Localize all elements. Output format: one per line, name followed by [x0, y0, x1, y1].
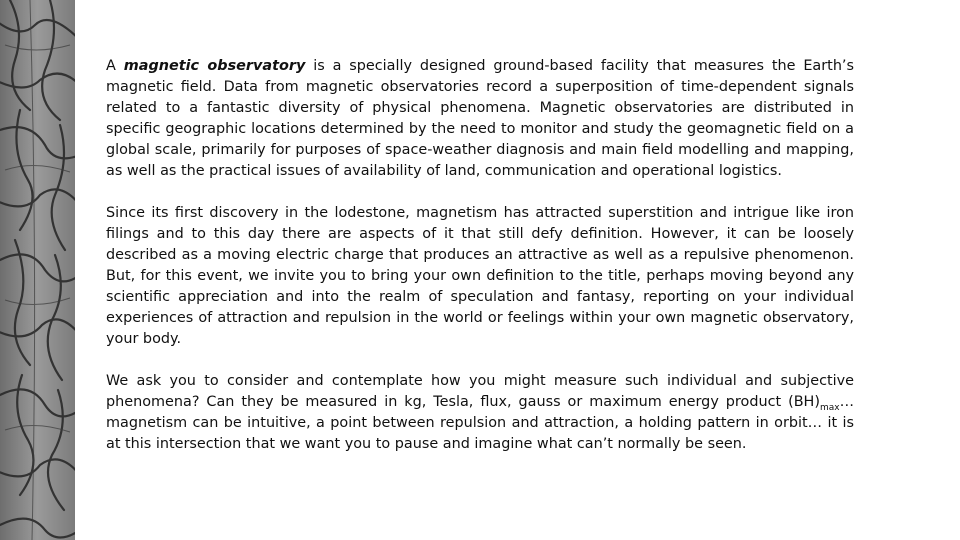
- paragraph-3-text-before: We ask you to consider and contemplate how you might measure such individual and subjective phenomena? Can they be measured in kg, Tesla, flux, gauss or maximum energy product (BH): [106, 373, 854, 410]
- paragraph-2: [106, 203, 854, 350]
- article-body: [106, 56, 854, 455]
- max-subscript: max: [820, 403, 840, 413]
- paragraph-3-text-after: … magnetism can be intuitive, a point between repulsion and attraction, a holding pattern in orbit… it is at this intersection that we want you to pause and imagine what can’t normally be seen.: [106, 394, 854, 452]
- paragraph-1: [106, 56, 854, 182]
- magnetic-observatory-term: magnetic observatory: [123, 58, 306, 74]
- paragraph-1-text: is a specially designed ground-based facility that measures the Earth’s magnetic field. Data from magnetic observatories record a superposition of time-dependent signals related to a fantastic diversity of physical phenomena. Magnetic observatories are distributed in specific geographic locations determined by the need to monitor and study the geomagnetic field on a global scale, primarily for purposes of space-weather diagnosis and main field modelling and mapping, as well as the practical issues of availability of land, communication and operational logistics.: [106, 58, 855, 179]
- paragraph-3: [106, 371, 854, 455]
- paragraph-1-lead: A: [106, 58, 116, 74]
- decorative-side-image: [0, 0, 75, 540]
- iron-filings-texture: [0, 0, 75, 540]
- paragraph-2-text: Since its first discovery in the lodestone, magnetism has attracted superstition and intrigue like iron filings and to this day there are aspects of it that still defy definition. However, it can be loosely described as a moving electric charge that produces an attractive as well as a repulsive phenomenon. But, for this event, we invite you to bring your own definition to the title, perhaps moving beyond any scientific appreciation and into the realm of speculation and fantasy, reporting on your individual experiences of attraction and repulsion in the world or feelings within your own magnetic observatory, your body.: [106, 205, 854, 347]
